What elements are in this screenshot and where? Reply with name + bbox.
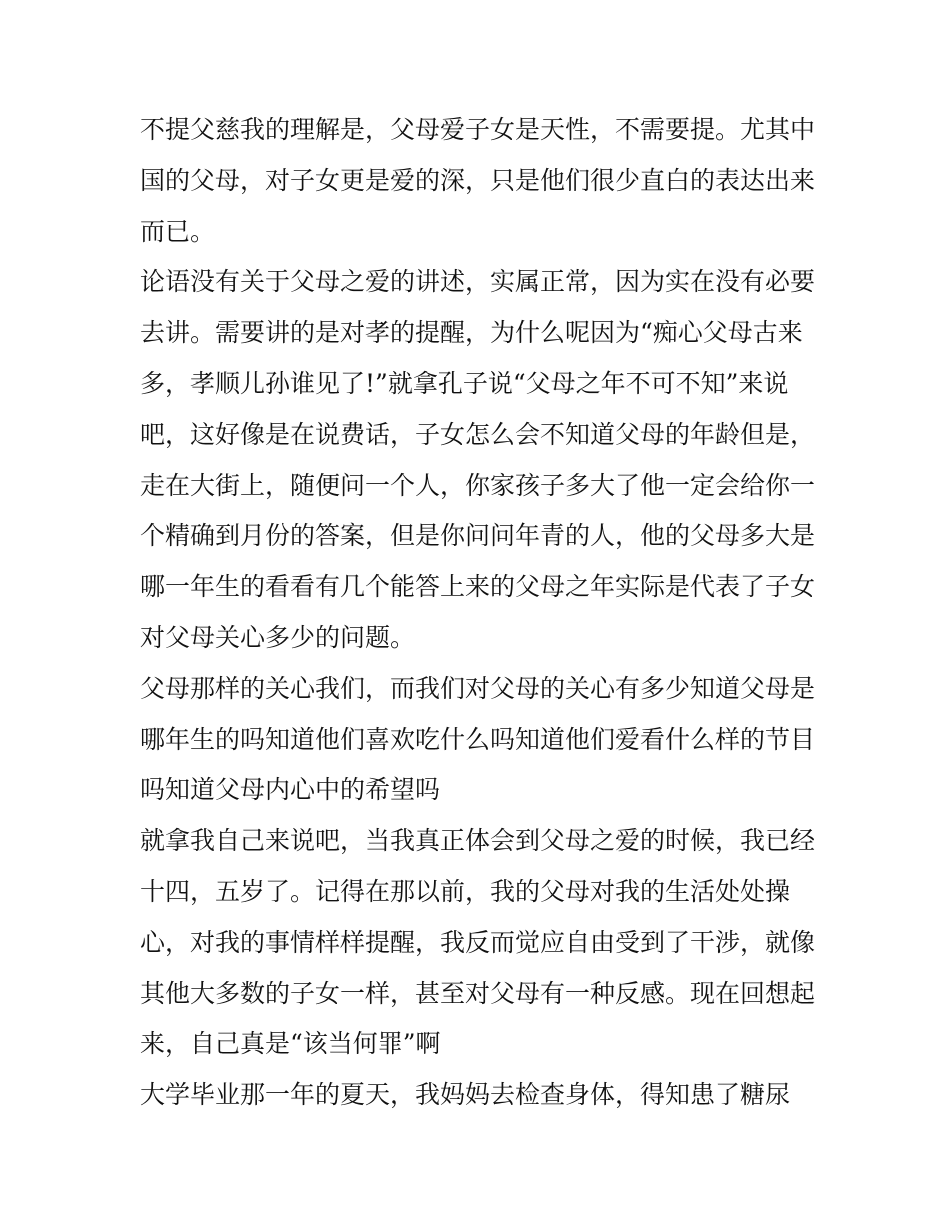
text-line: 吗知道父母内心中的希望吗: [140, 775, 441, 805]
text-line: 吧，这好像是在说费话，子女怎么会不知道父母的年龄但是，: [140, 419, 816, 449]
text-line: 对父母关心多少的问题。: [140, 622, 416, 652]
text-line: 去讲。需要讲的是对孝的提醒，为什么呢因为“痴心父母古来: [140, 318, 803, 348]
text-line: 哪一年生的看看有几个能答上来的父母之年实际是代表了子女: [140, 572, 816, 602]
text-line: 个精确到月份的答案，但是你问问年青的人，他的父母多大是: [140, 521, 816, 551]
text-line: 不提父慈我的理解是，父母爱子女是天性，不需要提。尤其中: [140, 115, 816, 144]
text-line: 十四，五岁了。记得在那以前，我的父母对我的生活处处操: [140, 876, 791, 906]
text-line: 走在大街上，随便问一个人，你家孩子多大了他一定会给你一: [140, 470, 816, 500]
text-line: 国的父母，对子女更是爱的深，只是他们很少直白的表达出来: [140, 165, 816, 195]
text-line: 其他大多数的子女一样，甚至对父母有一种反感。现在回想起: [140, 978, 816, 1008]
text-line: 而已。: [140, 216, 216, 246]
text-line: 就拿我自己来说吧，当我真正体会到父母之爱的时候，我已经: [140, 826, 816, 856]
text-line: 心，对我的事情样样提醒，我反而觉应自由受到了干涉，就像: [140, 927, 816, 957]
document-body: [140, 105, 820, 1121]
text-line: 论语没有关于父母之爱的讲述，实属正常，因为实在没有必要: [140, 267, 816, 297]
text-line: 哪年生的吗知道他们喜欢吃什么吗知道他们爱看什么样的节目: [140, 724, 816, 754]
text-line: 来，自己真是“该当何罪”啊: [140, 1029, 441, 1059]
text-line: 多，孝顺儿孙谁见了!”就拿孔子说“父母之年不可不知”来说: [140, 368, 789, 398]
text-line: 父母那样的关心我们，而我们对父母的关心有多少知道父母是: [140, 673, 816, 703]
text-line: 大学毕业那一年的夏天，我妈妈去检查身体，得知患了糖尿: [140, 1080, 791, 1110]
